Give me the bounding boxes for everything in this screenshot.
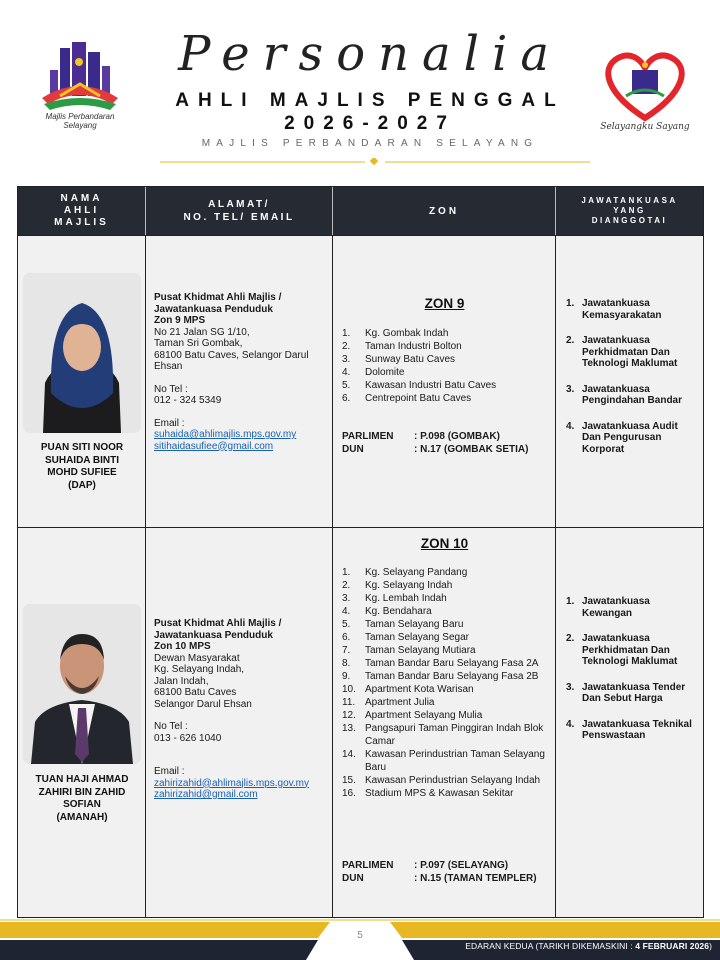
list-item: 1. Jawatankuasa Kewangan: [566, 596, 650, 619]
list-item: 10. Apartment Kota Warisan: [342, 684, 474, 695]
edition-note: EDARAN KEDUA (TARIKH DIKEMASKINI : 4 FEBRUARI 2026): [465, 941, 712, 951]
page-title-script: Personalia: [178, 26, 562, 82]
committee-list: [566, 596, 698, 756]
mps-logo-left: [30, 40, 130, 135]
personalia-table: [17, 186, 704, 918]
email-link[interactable]: sitihaidasufiee@gmail.com: [154, 440, 274, 452]
address-block: Pusat Khidmat Ahli Majlis / Jawatankuasa Penduduk Zon 10 MPS Dewan Masyarakat Kg. Selayang Indah, Jalan Indah, 68100 Batu Caves Selangor Darul Ehsan No Tel : 013 - 626 1040 Email : zahirizahid@ahlimajlis.mps.gov.my zahirizahid@gmail.com: [154, 618, 330, 801]
list-item: 4. Jawatankuasa Audit Dan Pengurusan Korporat: [566, 420, 678, 455]
portrait-man-icon: [23, 604, 141, 764]
mps-logo-left-caption: Majlis Perbandaran Selayang: [45, 112, 115, 130]
organization-name: MAJLIS PERBANDARAN SELAYANG: [201, 138, 539, 149]
email-label: Email :: [154, 417, 185, 429]
list-item: 2. Taman Industri Bolton: [342, 341, 462, 352]
list-item: 7. Taman Selayang Mutiara: [342, 645, 476, 656]
zone-cell: [333, 236, 556, 527]
list-item: 12. Apartment Selayang Mulia: [342, 710, 483, 721]
list-item: 11. Apartment Julia: [342, 697, 435, 708]
email-link[interactable]: zahirizahid@gmail.com: [154, 789, 258, 800]
page-number: 5: [357, 930, 363, 941]
portrait-hijab-icon: [23, 273, 141, 433]
tel-number: 012 - 324 5349: [154, 395, 222, 406]
constituency-block: PARLIMEN : P.097 (SELAYANG) DUN : N.15 (TAMAN TEMPLER): [342, 860, 537, 884]
selayangku-caption: Selayangku Sayang: [600, 122, 690, 132]
list-item: 14. Kawasan Perindustrian Taman Selayang Baru: [342, 749, 545, 773]
list-item: 6. Centrepoint Batu Caves: [342, 393, 472, 404]
email-link[interactable]: suhaida@ahlimajlis.mps.gov.my: [154, 429, 297, 440]
list-item: 3. Jawatankuasa Tender Dan Sebut Harga: [566, 681, 686, 704]
member-photo: [23, 273, 141, 433]
list-item: 9. Taman Bandar Baru Selayang Fasa 2B: [342, 671, 539, 682]
list-item: 4. Dolomite: [342, 367, 405, 378]
list-item: 4. Jawatankuasa Teknikal Penswastaan: [566, 718, 692, 741]
committee-list: [566, 298, 698, 469]
tel-number: 013 - 626 1040: [154, 732, 222, 744]
header-zon: ZON: [333, 187, 556, 235]
list-item: 1. Kg. Gombak Indah: [342, 328, 449, 339]
list-item: 2. Kg. Selayang Indah: [342, 580, 453, 591]
list-item: 8. Taman Bandar Baru Selayang Fasa 2A: [342, 658, 539, 669]
list-item: 15. Kawasan Perindustrian Selayang Indah: [342, 775, 541, 786]
member-cell: [18, 236, 146, 527]
constituency-block: PARLIMEN : P.098 (GOMBAK) DUN : N.17 (GOMBAK SETIA): [342, 431, 529, 455]
list-item: 3. Sunway Batu Caves: [342, 354, 456, 365]
table-row: [18, 235, 703, 527]
email-label: Email :: [154, 766, 185, 777]
list-item: 1. Kg. Selayang Pandang: [342, 567, 468, 578]
zone-cell: [333, 528, 556, 917]
committee-cell: [556, 236, 703, 527]
zone-title: ZON 10: [420, 536, 469, 551]
address-cell: [146, 236, 333, 527]
list-item: 6. Taman Selayang Segar: [342, 632, 469, 643]
tel-label: No Tel :: [154, 383, 188, 395]
list-item: 3. Jawatankuasa Pengindahan Bandar: [566, 383, 683, 406]
heart-logo-icon: [596, 48, 694, 123]
list-item: 2. Jawatankuasa Perkhidmatan Dan Teknologi Maklumat: [566, 335, 678, 369]
zone-area-list: [342, 327, 547, 405]
list-item: 5. Kawasan Industri Batu Caves: [342, 380, 497, 391]
member-name: TUAN HAJI AHMAD ZAHIRI BIN ZAHID SOFIAN (AMANAH): [35, 774, 129, 823]
list-item: 1. Jawatankuasa Kemasyarakatan: [566, 298, 662, 321]
selayangku-logo-right: [596, 48, 694, 138]
edition-date: 4 FEBRUARI 2026: [635, 941, 710, 951]
title-divider: [160, 158, 590, 166]
member-name: PUAN SITI NOOR SUHAIDA BINTI MOHD SUFIEE (DAP): [40, 442, 124, 491]
list-item: 13. Pangsapuri Taman Pinggiran Indah Blok Camar: [342, 723, 544, 747]
list-item: 16. Stadium MPS & Kawasan Sekitar: [342, 788, 514, 799]
list-item: 4. Kg. Bendahara: [342, 606, 432, 617]
tel-label: No Tel :: [154, 721, 188, 732]
zone-title: ZON 9: [424, 296, 465, 311]
list-item: 5. Taman Selayang Baru: [342, 619, 464, 630]
address-cell: [146, 528, 333, 917]
member-cell: [18, 528, 146, 917]
address-block: Pusat Khidmat Ahli Majlis / Jawatankuasa Penduduk Zon 9 MPS No 21 Jalan SG 1/10, Taman Sri Gombak, 68100 Batu Caves, Selangor Darul Ehsan No Tel : 012 - 324 5349 Email : suhaida@ahlimajlis.mps.gov.my sitihaidasufiee@gmail.com: [154, 292, 330, 452]
header-nama: NAMA AHLI MAJLIS: [18, 187, 146, 235]
page-subtitle: AHLI MAJLIS PENGGAL: [175, 90, 565, 111]
member-photo: [23, 604, 141, 764]
committee-cell: [556, 528, 703, 917]
zone-area-list: [342, 566, 547, 800]
email-link[interactable]: zahirizahid@ahlimajlis.mps.gov.my: [154, 777, 310, 789]
table-header: [18, 187, 703, 235]
list-item: 3. Kg. Lembah Indah: [342, 593, 447, 604]
header-jawatankuasa: JAWATANKUASA YANG DIANGGOTAI: [581, 196, 678, 225]
page-years: 2026-2027: [284, 113, 456, 134]
header-alamat: ALAMAT/ NO. TEL/ EMAIL: [146, 187, 333, 235]
table-row: [18, 527, 703, 917]
list-item: 2. Jawatankuasa Perkhidmatan Dan Teknologi Maklumat: [566, 633, 678, 667]
